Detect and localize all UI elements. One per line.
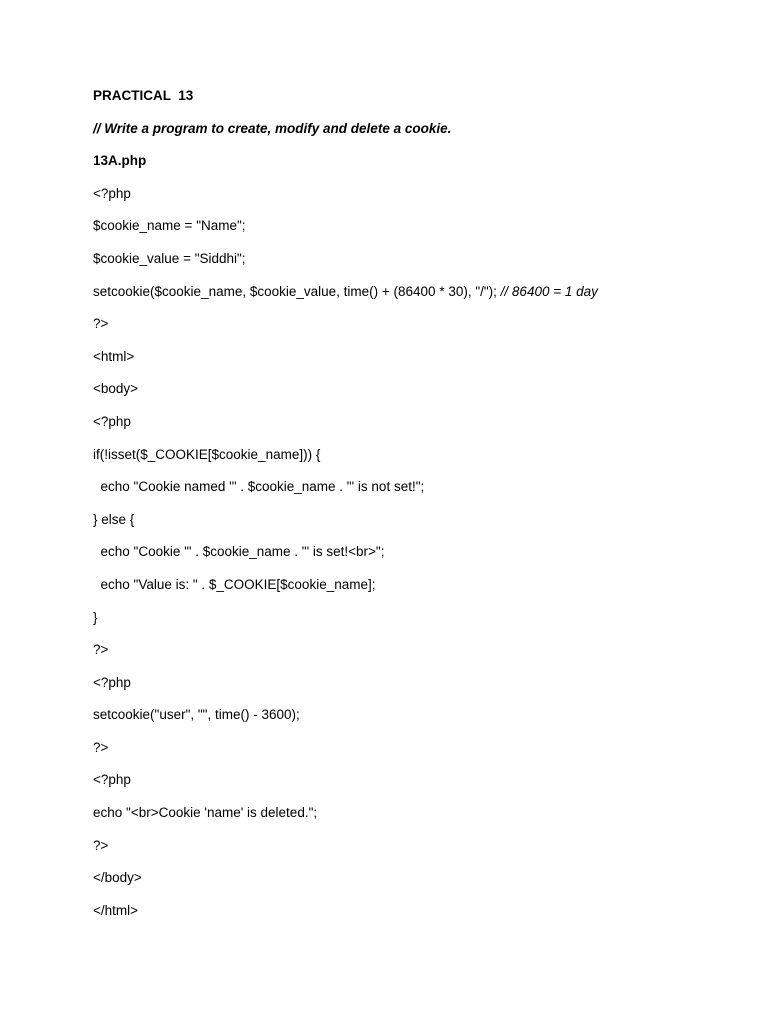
document-body (93, 86, 733, 933)
code-line: <html> (93, 348, 135, 364)
code-line: ?> (93, 642, 109, 658)
code-line-setcookie (93, 282, 733, 315)
code-text: setcookie($cookie_name, $cookie_value, time() + (86400 * 30), "/"); (93, 283, 501, 299)
file-name: 13A.php (93, 153, 147, 169)
code-line: </html> (93, 902, 139, 918)
code-line: ?> (93, 739, 109, 755)
code-line: } else { (93, 511, 135, 527)
practical-title: PRACTICAL 13 (93, 88, 194, 103)
code-line: </body> (93, 870, 142, 886)
code-line: echo "Value is: " . $_COOKIE[$cookie_name]; (93, 576, 376, 592)
code-line: <?php (93, 772, 131, 788)
code-line: <?php (93, 185, 131, 201)
code-line: } (93, 609, 98, 625)
code-line: if(!isset($_COOKIE[$cookie_name])) { (93, 446, 321, 462)
code-line: ?> (93, 837, 109, 853)
code-line: <?php (93, 674, 131, 690)
code-line: ?> (93, 316, 109, 332)
code-line: setcookie("user", "", time() - 3600); (93, 707, 300, 723)
code-line: $cookie_value = "Siddhi"; (93, 250, 246, 266)
code-line: echo "Cookie named '" . $cookie_name . "' is not set!"; (93, 479, 425, 495)
code-line: echo "Cookie '" . $cookie_name . "' is set!<br>"; (93, 544, 385, 560)
code-line: echo "<br>Cookie 'name' is deleted."; (93, 805, 318, 821)
program-description: // Write a program to create, modify and delete a cookie. (93, 120, 452, 136)
code-line: $cookie_name = "Name"; (93, 218, 246, 234)
code-line: <?php (93, 413, 131, 429)
code-comment: // 86400 = 1 day (500, 283, 598, 299)
code-line: <body> (93, 381, 139, 397)
